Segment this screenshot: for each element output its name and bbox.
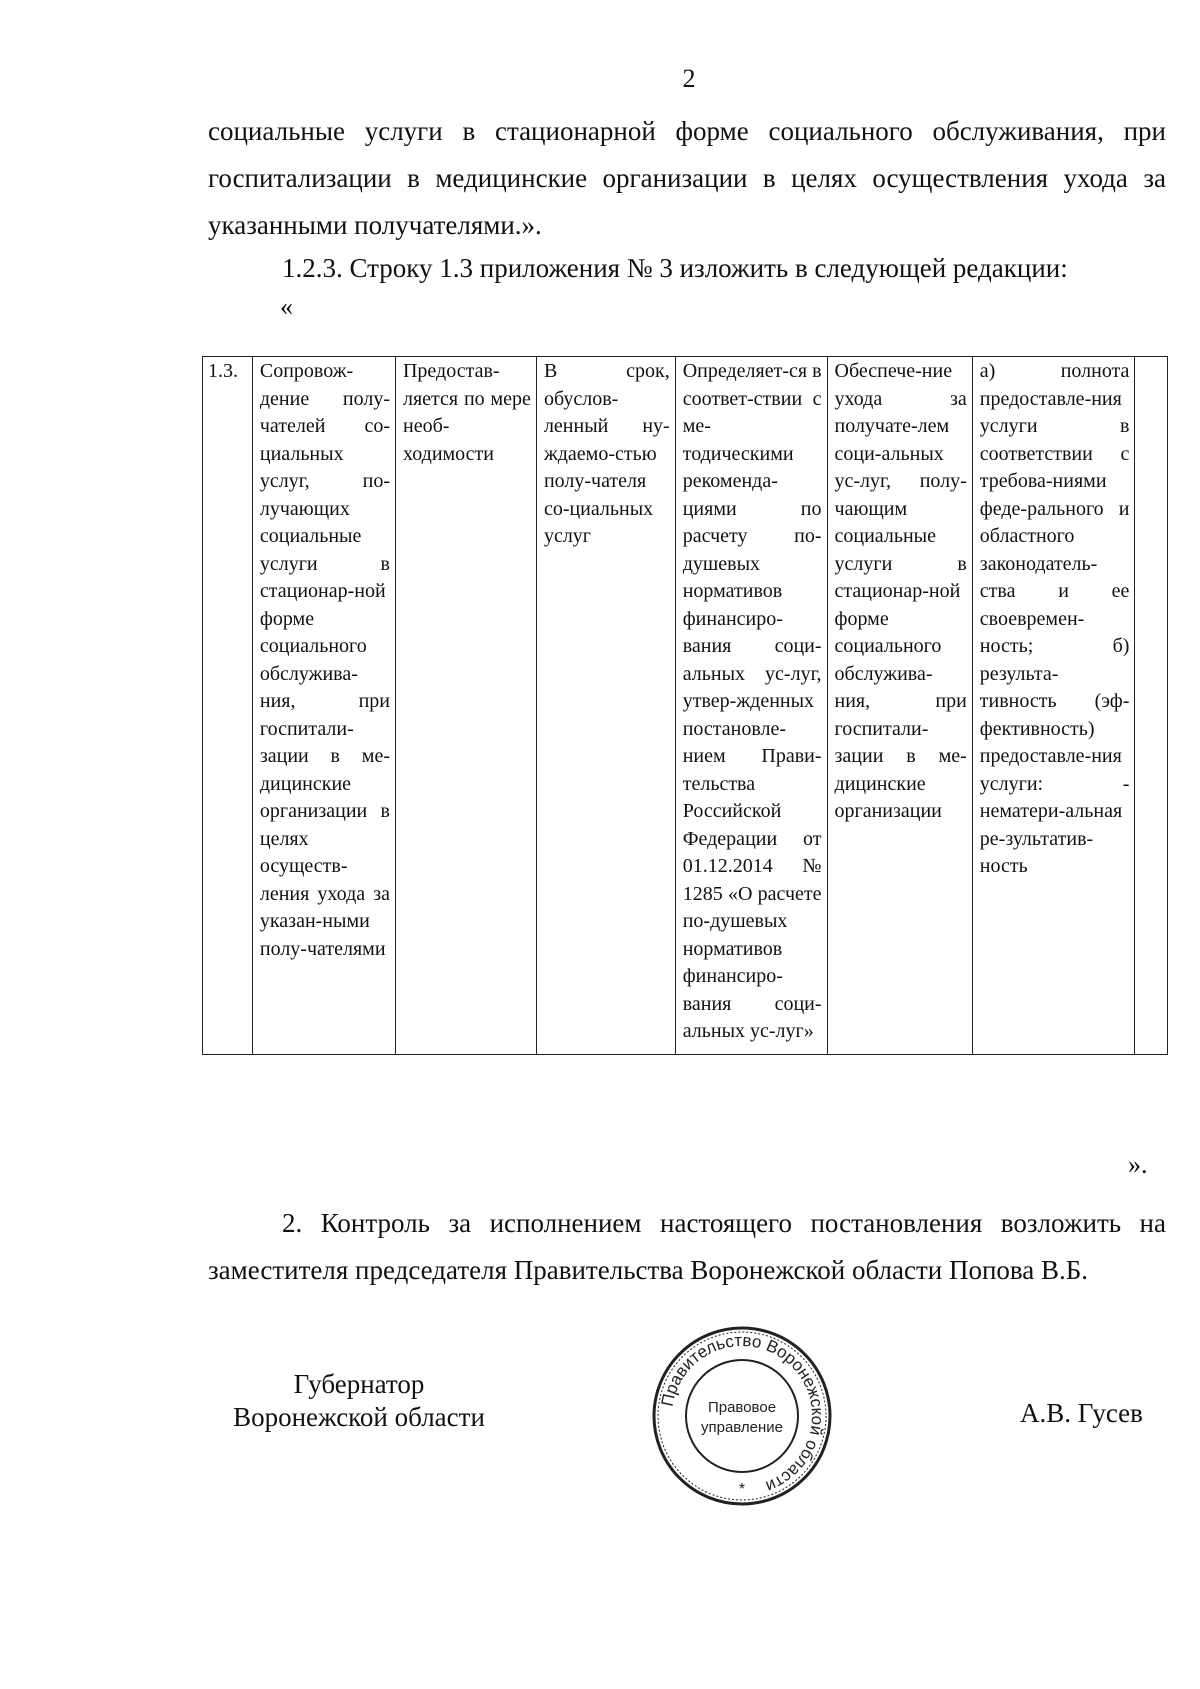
signature-title — [214, 1368, 504, 1434]
quote-close: ». — [1128, 1150, 1148, 1179]
empty-cell — [1135, 357, 1168, 1055]
signature-name: А.В. Гусев — [1020, 1398, 1143, 1428]
quote-open: « — [280, 292, 293, 321]
seal-star: * — [738, 1481, 746, 1498]
paragraph-control: 2. Контроль за исполнением настоящего постановления возложить на заместителя председателя Правительства Воронежской области Попова В.Б. — [208, 1208, 1166, 1285]
official-seal — [650, 1324, 834, 1508]
signature-title-line-2: Воронежской области — [233, 1402, 485, 1432]
seal-inner-line-2: управление — [700, 1419, 784, 1436]
frequency-cell: Предостав-ляется по мере необ-ходимости — [395, 357, 536, 1055]
paragraph-amendment-intro: 1.2.3. Строку 1.3 приложения № 3 изложить в следующей редакции: — [282, 253, 1068, 283]
term-cell: В срок, обуслов-ленный ну-ждаемо-стью полу-чателя со-циальных услуг — [536, 357, 675, 1055]
table-row — [203, 357, 1168, 1055]
row-number-cell: 1.3. — [203, 357, 253, 1055]
description-cell: Обеспече-ние ухода за получате-лем соци-альных ус-луг, полу-чающим социальные услуги в стационар-ной форме социального обслужива-ния, при госпитали-зации в ме-дицинские организации — [827, 357, 972, 1055]
quality-cell: а) полнота предоставле-ния услуги в соответствии с требова-ниями феде-рального и областного законодатель-ства и ее своевремен-ность; б) результа-тивность (эф-фективность) предоставле-ния услуги: - нематери-альная ре-зультатив-ность — [972, 357, 1135, 1055]
page-number: 2 — [682, 64, 696, 93]
signature-title-line-1: Губернатор — [293, 1369, 425, 1399]
seal-outer-ring — [654, 1328, 830, 1504]
cost-cell: Определяет-ся в соответ-ствии с ме-тодическими рекоменда-циями по расчету по-душевых нормативов финансиро-вания соци-альных ус-луг, утвер-жденных постановле-нием Прави-тельства Российской Федерации от 01.12.2014 № 1285 «О расчете по-душевых нормативов финансиро-вания соци-альных ус-луг» — [675, 357, 827, 1055]
service-name-cell: Сопровож-дение полу-чателей со-циальных услуг, по-лучающих социальные услуги в стационар-ной форме социального обслужива-ния, при госпитали-зации в ме-дицинские организации в целях осуществ-ления ухода за указан-ными полу-чателями — [252, 357, 395, 1055]
seal-outer-text: Правительство Воронежской области — [657, 1330, 828, 1497]
seal-inner-line-1: Правовое — [707, 1399, 777, 1416]
amendment-table — [202, 356, 1168, 1055]
paragraph-continuation: социальные услуги в стационарной форме социального обслуживания, при госпитализации в медицинские организации в целях осуществления ухода за указанными получателями.». — [208, 116, 1166, 240]
seal-inner-ring — [686, 1360, 798, 1472]
